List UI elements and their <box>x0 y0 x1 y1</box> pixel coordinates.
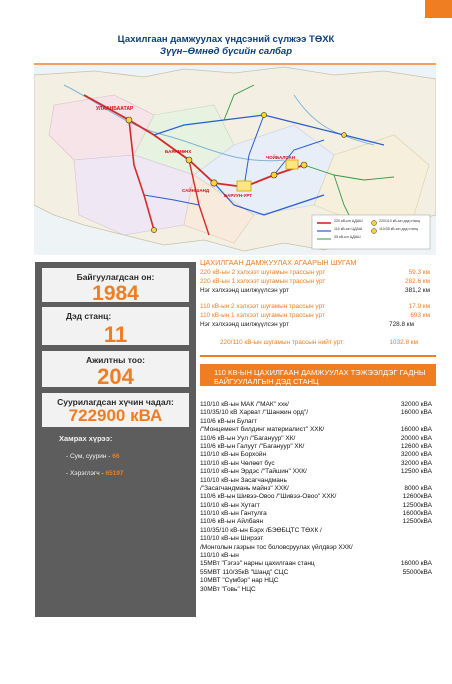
founded-box <box>42 268 189 305</box>
title-main: Цахилгаан дамжуулах үндсэний сүлжээ ТӨХК <box>117 34 335 45</box>
substation-name: 110/10 кВ-ын МАК /"МАК" ххк/ <box>200 401 289 408</box>
line-label: 220 кВ-ын 1 хэлхээт шугамын трассын урт <box>200 278 326 286</box>
substation-capacity: 20000 кВА <box>400 434 432 442</box>
substation-row <box>200 451 436 459</box>
substation-name: 110/10 кВ-ын Борхойн <box>200 451 267 459</box>
coverage-label: Хамрах хүрээ: <box>59 434 113 443</box>
substation-capacity: 16000 кВА <box>400 560 432 568</box>
line-row-total <box>200 338 436 347</box>
substation-row <box>200 527 436 535</box>
coverage-sum-prefix: - Сум, суурин - <box>66 453 113 460</box>
line-row <box>200 320 436 329</box>
line-value: 728.8 км <box>389 320 414 328</box>
employees-box <box>42 351 189 387</box>
substation-row <box>200 502 436 510</box>
substation-capacity: 32000 кВА <box>400 451 432 459</box>
map-legend-stations <box>379 217 420 233</box>
line-label: Нэг хэлхээнд шилжүүлсэн урт <box>200 320 289 328</box>
employees-value: 204 <box>97 364 134 389</box>
substation-name: 110/6 кВ-ын Галуут /"Багануур" ХК/ <box>200 442 305 450</box>
substation-name: 110/10 кВ-ын Чөлөөт бүс <box>200 459 275 467</box>
substation-name: 110/10 кВ-ын Ширээт <box>200 535 264 543</box>
substation-capacity: 16000 кВА <box>400 426 432 434</box>
legend-item: 110 кВ-ын ЦДАШ <box>334 227 363 231</box>
substation-capacity: 12600 кВА <box>400 442 432 450</box>
substation-capacity: 12600кВА <box>402 493 432 501</box>
line-value: 693 км <box>410 311 430 319</box>
substation-name: /"Монцемент билдинг материалист" ХХК/ <box>200 426 325 434</box>
substation-name: 30МВт "Говь" НЦС <box>200 585 256 593</box>
page-title <box>0 34 452 58</box>
capacity-label: Суурилагдсан хүчин чадал: <box>57 397 174 407</box>
line-row <box>200 268 436 277</box>
substation-name: 110/10 кВ-ын <box>200 552 239 560</box>
capacity-value: 722900 кВА <box>68 406 163 425</box>
corner-accent-tab <box>425 0 452 18</box>
substation-capacity: 12500 кВА <box>400 468 432 476</box>
substation-capacity: 12500кВА <box>402 501 432 509</box>
founded-label: Байгуулагдсан он: <box>76 272 155 282</box>
map-graphic <box>34 65 436 255</box>
substations-title-line2: БАЙГУУЛАЛГЫН ДЭД СТАНЦ <box>214 377 319 386</box>
substation-row <box>200 493 436 501</box>
substation-name: 110/6 кВ-ын Уул /"Багануур" ХК/ <box>200 434 296 442</box>
line-label: 220/110 кВ-ын шугамын трассын нийт урт: <box>220 339 345 347</box>
substation-row <box>200 409 436 417</box>
line-row <box>200 302 436 311</box>
line-value: 381,2 км <box>405 287 430 295</box>
substation-name: 110/6 кВ-ын Шивээ-Овоо /"Шивээ-Овоо" ХХК/ <box>200 493 337 501</box>
substation-row <box>200 569 436 577</box>
substation-capacity: 55000кВА <box>402 568 432 576</box>
coverage-users <box>66 470 124 477</box>
substations-list <box>200 401 436 594</box>
substation-row <box>200 401 436 409</box>
substation-name: 110/10 кВ-ын Хутагт <box>200 501 260 509</box>
substation-name: 110/10 кВ-ын Эрдэс /"Тайшин" ХХК/ <box>200 468 307 476</box>
substation-capacity: 32000 кВА <box>400 459 432 467</box>
substation-name: 110/6 кВ-ын Айлбаян <box>200 518 264 526</box>
substation-row <box>200 477 436 485</box>
lines-title: ЦАХИЛГААН ДАМЖУУЛАХ АГААРЫН ШУГАМ <box>200 258 357 267</box>
legend-item: 220 кВ-ын ЦДАШ <box>334 219 363 223</box>
substation-row <box>200 485 436 493</box>
substation-capacity: 8000 кВА <box>404 484 432 492</box>
substation-name: 110/10 кВ-ын Засагчандмань <box>200 476 287 484</box>
line-label: Нэг хэлхээнд шилжүүлсэн урт <box>200 287 289 295</box>
substation-name: 110/10 кВ-ын Гантулга <box>200 510 267 518</box>
line-row <box>200 286 436 295</box>
substation-row <box>200 544 436 552</box>
map-label-sainshand: САЙНШАНД <box>182 188 210 193</box>
substation-capacity: 16000кВА <box>402 510 432 518</box>
employees-label: Ажилтны тоо: <box>86 355 145 365</box>
substations-box <box>42 307 189 345</box>
substation-row <box>200 418 436 426</box>
line-row <box>200 311 436 320</box>
substation-row <box>200 586 436 594</box>
coverage-section <box>42 434 189 684</box>
substation-capacity: 16000 кВА <box>400 409 432 417</box>
substation-row <box>200 535 436 543</box>
map-label-choibalsan: ЧОЙБАЛСАН <box>266 155 296 160</box>
substation-name: /Монголын газрын тос боловсруулах үйлдвэр ХХК/ <box>200 543 353 551</box>
title-subtitle: Зүүн–Өмнөд бүсийн салбар <box>159 46 293 57</box>
substation-row <box>200 468 436 476</box>
grid-map <box>34 63 436 255</box>
substations-value: 11 <box>103 322 128 347</box>
legend-item: 220/110 кВ-ын дэд станц <box>379 219 420 223</box>
substations-title <box>214 368 426 386</box>
legend-item: 110/35 кВ-ын дэд станц <box>379 227 418 231</box>
substation-name: 110/35/10 кВ Харват /"Шанжин орд"/ <box>200 409 309 417</box>
lines-table <box>200 268 436 347</box>
line-label: 220 кВ-ын 2 хэлхээт шугамын трассын урт <box>200 269 326 276</box>
coverage-sum <box>66 453 119 460</box>
map-legend <box>334 217 363 241</box>
capacity-box <box>42 393 189 427</box>
substation-row <box>200 518 436 526</box>
section-divider <box>200 355 436 357</box>
substation-row <box>200 460 436 468</box>
line-label: 110 кВ-ын 1 хэлхээт шугамын трассын урт <box>200 311 325 319</box>
founded-value: 1984 <box>92 282 139 305</box>
substation-name: 110/6 кВ-ын Булагт <box>200 417 257 425</box>
substation-row <box>200 560 436 568</box>
substation-row <box>200 552 436 560</box>
substation-name: 110/35/10 кВ-ын Бэрх /БЭӨБЦТС ТӨХК / <box>200 526 322 534</box>
map-label-ulaanbaatar: УЛААНБААТАР <box>96 106 134 112</box>
line-value: 17.9 км <box>408 302 430 310</box>
coverage-sum-value: 66 <box>112 453 120 460</box>
substations-title-line1: 110 КВ-ЫН ЦАХИЛГААН ДАМЖУУЛАХ ТЭЖЭЭЛДЭГ ГАДНЫ <box>214 368 426 377</box>
coverage-users-prefix: - Хэрэглэгч - <box>66 470 106 477</box>
substation-capacity: 12500кВА <box>402 518 432 526</box>
line-row <box>200 277 436 286</box>
substation-name: /"Засагчандмань майнз" ХХК/ <box>200 484 289 492</box>
line-value: 282.6 км <box>405 278 430 286</box>
substation-row <box>200 426 436 434</box>
substation-name: 15МВт "Гэгээ" нарны цахилгаан станц <box>200 560 315 568</box>
substations-label: Дэд станц: <box>66 311 112 321</box>
substation-row <box>200 435 436 443</box>
map-label-bayanmonkh: БАЯНМӨНХ <box>165 149 192 154</box>
substation-name: 10МВТ "Сүмбэр" нар НЦС <box>200 577 279 585</box>
coverage-users-value: 65197 <box>105 470 124 477</box>
map-label-baruun-urt: БАРУУН-УРТ <box>224 193 253 198</box>
stats-panel <box>35 262 196 617</box>
legend-item: 35 кВ-ын ЦДАШ <box>334 235 361 239</box>
line-value: 59.3 км <box>408 269 430 276</box>
substation-capacity: 32000 кВА <box>400 401 432 408</box>
line-value: 1032.8 км <box>389 339 418 347</box>
substation-name: 55МВТ 110/35кВ "Шанд" СЦС <box>200 568 289 576</box>
substation-row <box>200 577 436 585</box>
line-label: 110 кВ-ын 2 хэлхээт шугамын трассын урт <box>200 302 325 310</box>
